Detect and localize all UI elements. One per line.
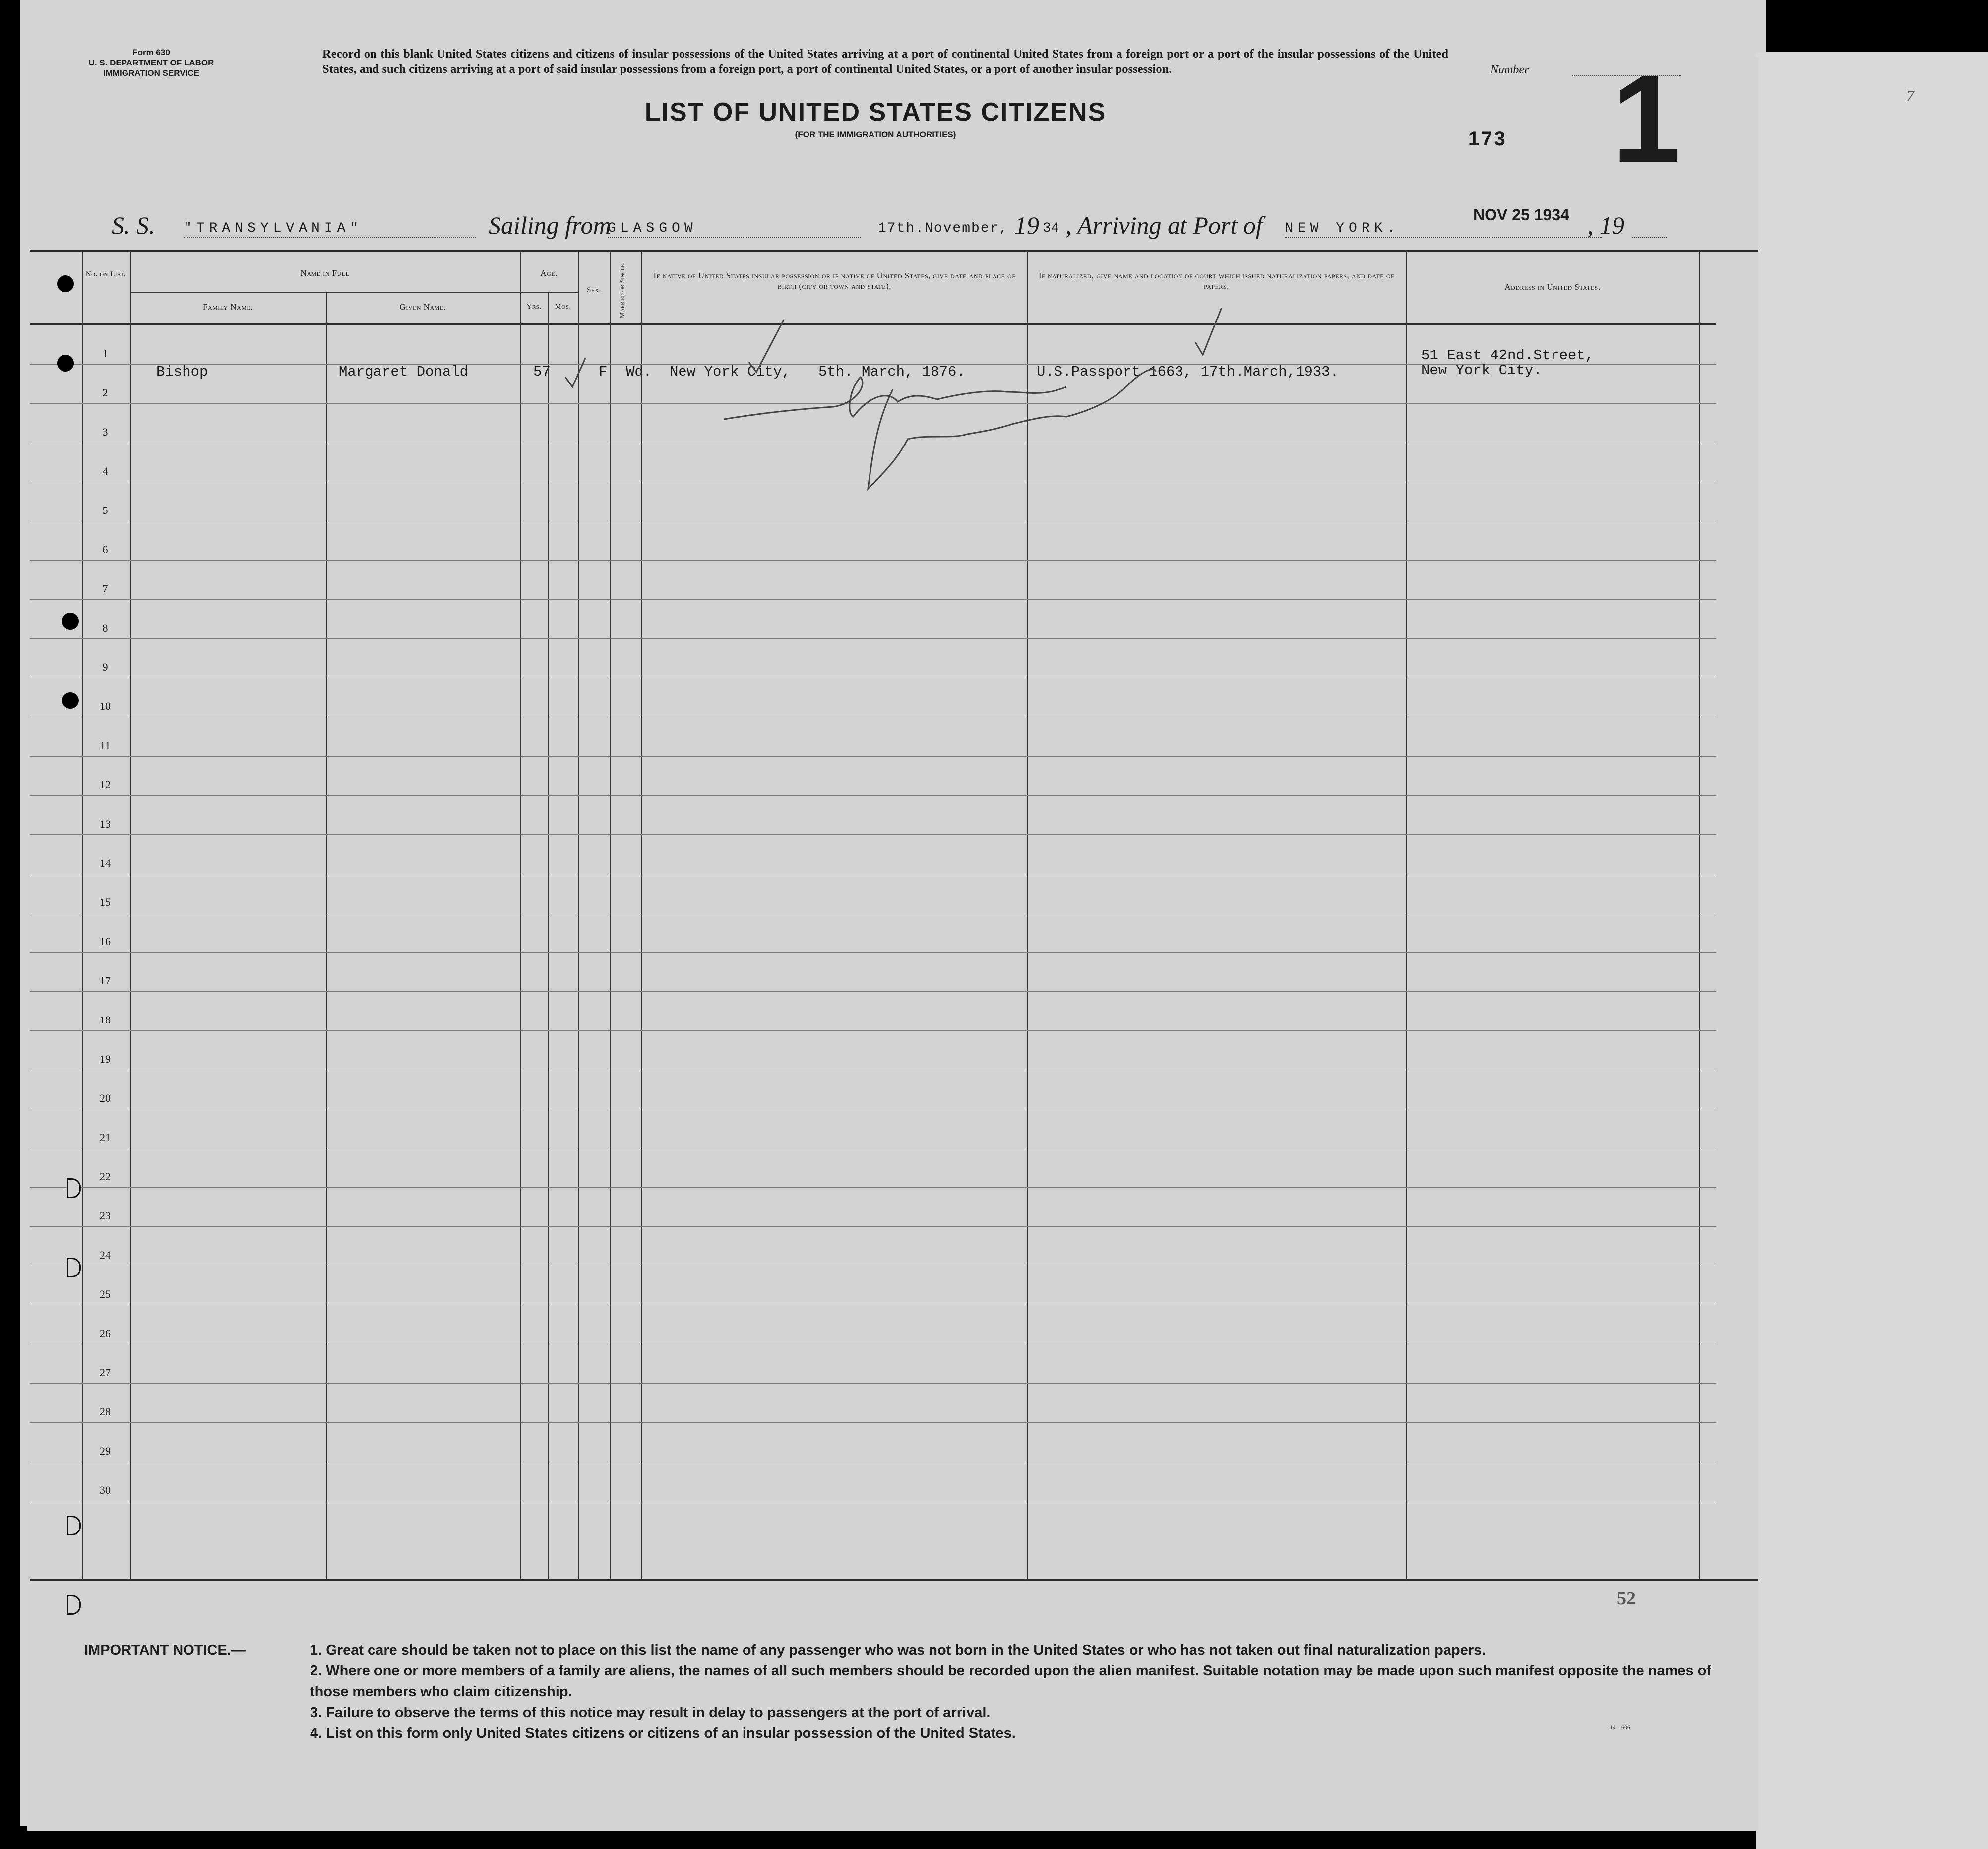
header-address: Address in United States.	[1504, 282, 1601, 292]
row-divider	[30, 599, 1716, 600]
header-naturalized: If naturalized, give name and location of court which issued naturalization papers, and date of papers.	[1038, 271, 1395, 291]
page-number: 52	[1617, 1588, 1636, 1609]
port-to: NEW YORK.	[1285, 221, 1400, 236]
col-line	[1406, 251, 1407, 1580]
header-yrs: Yrs.	[526, 303, 542, 311]
ship-name: "TRANSYLVANIA"	[184, 221, 363, 236]
col-line	[520, 251, 521, 1580]
row-number: 24	[100, 1249, 111, 1261]
form-code: 14—606	[1610, 1724, 1630, 1731]
row-divider	[30, 952, 1716, 953]
row-number: 3	[102, 426, 108, 438]
header-name-in-full: Name in Full	[300, 268, 350, 278]
row-divider	[30, 991, 1716, 992]
row-number: 20	[100, 1092, 111, 1104]
row-number: 4	[102, 465, 108, 477]
col-line	[82, 251, 83, 1580]
handwritten-annotations	[536, 308, 1280, 501]
row-number: 26	[100, 1327, 111, 1339]
form-department: U. S. DEPARTMENT OF LABOR	[88, 58, 214, 67]
row-number: 27	[100, 1366, 111, 1379]
corner-mark: 7	[1906, 87, 1914, 105]
col-line	[326, 293, 327, 1580]
row-number: 10	[100, 700, 111, 712]
arrival-date-stamp: NOV 25 1934	[1473, 206, 1569, 224]
year-suffix: 34	[1043, 221, 1059, 236]
row-number: 13	[100, 818, 111, 830]
row-number: 6	[102, 543, 108, 556]
row-number: 18	[100, 1014, 111, 1026]
entry-address-line2: New York City.	[1421, 362, 1542, 379]
entry-address-line1: 51 East 42nd.Street,	[1421, 347, 1594, 364]
port-fill-line	[608, 237, 861, 238]
age-subheader-rule	[520, 292, 578, 293]
row-divider	[30, 1422, 1716, 1423]
port-from: GLASGOW	[608, 221, 697, 236]
row-number: 1	[102, 347, 108, 360]
notice-item-2: 2. Where one or more members of a family are aliens, the names of all such members should be recorded upon the alien manifest. Suitable notation may be made upon such manifest opposite the names of those members who claim citizenship.	[310, 1663, 1711, 1700]
row-number: 30	[100, 1484, 111, 1496]
row-number: 14	[100, 857, 111, 869]
check-mark	[1195, 308, 1222, 355]
row-divider	[30, 638, 1716, 639]
date-from: 17th.November,	[878, 221, 1009, 236]
entry-given-name: Margaret Donald	[339, 364, 469, 380]
row-number: 16	[100, 935, 111, 948]
page-subtitle: (FOR THE IMMIGRATION AUTHORITIES)	[795, 130, 956, 139]
table-bottom-rule	[30, 1579, 1758, 1581]
page-title: LIST OF UNITED STATES CITIZENS	[644, 98, 1107, 127]
notice-item-4: 4. List on this form only United States citizens or citizens of an insular possession of the United States.	[310, 1725, 1016, 1741]
row-divider	[30, 1030, 1716, 1031]
entry-birthplace: New York City,	[670, 364, 791, 380]
row-divider	[30, 834, 1716, 835]
sailing-label: Sailing from	[489, 211, 611, 239]
check-mark	[565, 358, 585, 387]
header-sex: Sex.	[587, 286, 601, 294]
record-instructions: Record on this blank United States citizens and citizens of insular possessions of the United States arriving at a port of continental United States from a foreign port or a port of the insular possessions of the United States, and such citizens arriving at a port of said insular possessions from a foreign port, a port of continental United States, or a port of another insular possession.	[322, 47, 1448, 76]
form-number: Form 630	[132, 48, 170, 57]
row-number: 8	[102, 622, 108, 634]
row-number: 15	[100, 896, 111, 908]
binder-hole	[57, 275, 74, 292]
row-number: 11	[100, 739, 111, 752]
header-no-on-list: No. on List.	[85, 270, 126, 278]
notice-item-1: IMPORTANT NOTICE.— 1. Great care should be taken not to place on this list the name of any passenger who was not born in the United States or who has not taken out final naturalization papers.	[84, 1640, 1721, 1660]
name-subheader-rule	[130, 292, 520, 293]
number-label: Number	[1491, 64, 1529, 76]
row-number: 2	[102, 386, 108, 399]
header-age: Age.	[540, 268, 558, 278]
entry-age-years: 57	[533, 364, 551, 380]
row-number: 22	[100, 1170, 111, 1183]
entry-naturalization: U.S.Passport 1663, 17th.March,1933.	[1037, 364, 1339, 380]
row-number: 12	[100, 778, 111, 791]
notice-lead: IMPORTANT NOTICE.—	[84, 1642, 246, 1658]
row-divider	[30, 560, 1716, 561]
sheet-number: 173	[1468, 128, 1507, 150]
header-given-name: Given Name.	[399, 302, 446, 312]
row-number: 17	[100, 974, 111, 987]
header-mos: Mos.	[555, 303, 571, 311]
entry-marital-status: Wd.	[626, 364, 652, 380]
col-line	[1699, 251, 1700, 1580]
entry-birthdate: 5th. March, 1876.	[818, 364, 965, 380]
notice-item-3: 3. Failure to observe the terms of this notice may result in delay to passengers at the port of arrival.	[310, 1705, 991, 1721]
row-divider	[30, 795, 1716, 796]
important-notice	[84, 1640, 1721, 1744]
row-divider	[30, 1187, 1716, 1188]
row-number: 19	[100, 1053, 111, 1065]
binder-hole	[62, 613, 79, 630]
binder-hole	[57, 355, 74, 372]
form-service: IMMIGRATION SERVICE	[103, 68, 199, 78]
row-number: 29	[100, 1445, 111, 1457]
row-number: 28	[100, 1405, 111, 1418]
binder-hole	[62, 692, 79, 709]
header-native: If native of United States insular possession or if native of United States, give date and place of birth (city or town and state).	[653, 271, 1016, 291]
inspector-title-handwriting	[868, 369, 1156, 489]
port-to-fill-line	[1285, 237, 1602, 238]
arriving-label: , Arriving at Port of	[1065, 211, 1263, 239]
header-married-single: Married or Single.	[619, 262, 626, 318]
inspector-signature	[724, 377, 1066, 419]
row-divider	[30, 756, 1716, 757]
ship-fill-line	[184, 237, 476, 238]
row-number: 21	[100, 1131, 111, 1144]
col-line	[130, 251, 131, 1580]
entry-sex: F	[599, 364, 608, 380]
row-number: 7	[102, 582, 108, 595]
underlying-sheet	[1756, 52, 1988, 1849]
year-prefix: 19	[1014, 211, 1039, 239]
header-family-name: Family Name.	[202, 302, 253, 312]
row-divider	[30, 1226, 1716, 1227]
row-number: 5	[102, 504, 108, 516]
year-label: , 19	[1587, 211, 1624, 239]
ss-label: S. S.	[112, 211, 155, 239]
entry-family-name: Bishop	[156, 364, 208, 380]
row-divider	[30, 1383, 1716, 1384]
year-fill-line	[1632, 237, 1667, 238]
form-identifier	[52, 47, 250, 78]
list-number: 1	[1612, 50, 1681, 188]
row-number: 23	[100, 1210, 111, 1222]
row-number: 25	[100, 1288, 111, 1300]
row-number: 9	[102, 661, 108, 673]
check-mark	[749, 320, 784, 372]
table-top-rule	[30, 250, 1758, 252]
